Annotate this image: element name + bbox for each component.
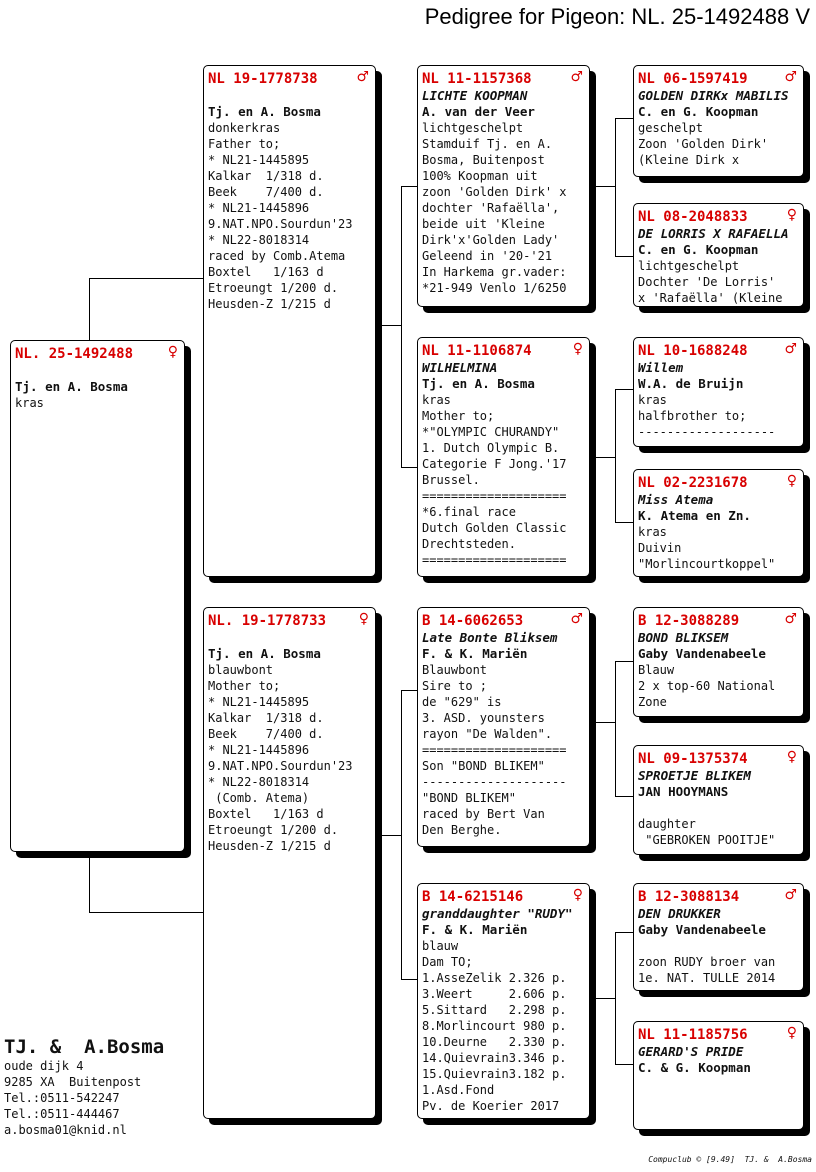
info-line: Mother to; — [422, 409, 495, 423]
info-line: 1.AsseZelik 2.326 p. — [422, 971, 567, 985]
info-line: 3. ASD. younsters — [422, 711, 545, 725]
info-line: zoon 'Golden Dirk' x — [422, 185, 567, 199]
info-line: Boxtel 1/163 d — [208, 807, 324, 821]
info-line: Sire to ; — [422, 679, 488, 693]
info-line: ==================== — [422, 553, 567, 567]
pigeon-name: Willem — [638, 360, 684, 375]
info-line: *"OLYMPIC CHURANDY" — [422, 425, 560, 439]
male-icon: ♂ — [570, 69, 583, 85]
breeder: C. en G. Koopman — [638, 104, 759, 119]
pigeon-card-dam-sire[interactable] — [417, 607, 590, 847]
info-line: 2 x top-60 National — [638, 679, 776, 693]
owner-name: TJ. & A.Bosma — [4, 1036, 165, 1058]
page-title: Pedigree for Pigeon: NL. 25-1492488 V — [424, 4, 810, 29]
info-line: "BOND BLIKEM" — [422, 791, 516, 805]
info-line: blauw — [422, 939, 459, 953]
info-line: Etroeungt 1/200 d. — [208, 823, 339, 837]
male-icon: ♂ — [356, 69, 369, 85]
ring-number: NL 02-2231678 — [638, 475, 748, 491]
info-line: beide uit 'Kleine — [422, 217, 545, 231]
pigeon-name: DEN DRUKKER — [638, 906, 721, 921]
pigeon-name: DE LORRIS X RAFAELLA — [638, 226, 789, 241]
info-line: "GEBROKEN POOITJE" — [638, 833, 776, 847]
pigeon-name: granddaughter "RUDY" — [422, 906, 573, 921]
info-line: Zone — [638, 695, 667, 709]
info-line: geschelpt — [638, 121, 704, 135]
info-line: Dochter 'De Lorris' — [638, 275, 776, 289]
info-line: Dam TO; — [422, 955, 473, 969]
info-line: Blauwbont — [422, 663, 488, 677]
female-icon: ♀ — [786, 1025, 797, 1041]
pigeon-name: SPROETJE BLIKEM — [638, 768, 751, 783]
info-line: (Comb. Atema) — [208, 791, 310, 805]
owner-phone: Tel.:0511-444467 — [4, 1107, 120, 1121]
breeder: Tj. en A. Bosma — [208, 104, 321, 119]
male-icon: ♂ — [784, 69, 797, 85]
pigeon-card-sire-sire[interactable] — [417, 65, 590, 307]
ring-number: B 14-6215146 — [422, 889, 524, 905]
breeder: F. & K. Mariën — [422, 922, 528, 937]
ring-number: NL 11-1185756 — [638, 1027, 748, 1043]
owner-email: a.bosma01@knid.nl — [4, 1123, 127, 1137]
ring-number: B 14-6062653 — [422, 613, 524, 629]
info-line: 5.Sittard 2.298 p. — [422, 1003, 567, 1017]
pigeon-card-dsd[interactable] — [633, 745, 804, 855]
info-line: Zoon 'Golden Dirk' — [638, 137, 769, 151]
info-line: 9.NAT.NPO.Sourdun'23 — [208, 759, 353, 773]
footer-credit: Compuclub © [9.49] TJ. & A.Bosma — [648, 1155, 812, 1164]
info-line: halfbrother to; — [638, 409, 747, 423]
info-line: Mother to; — [208, 679, 281, 693]
info-line: Pv. de Koerier 2017 — [422, 1099, 560, 1113]
breeder: Tj. en A. Bosma — [15, 379, 128, 394]
female-icon: ♀ — [167, 344, 178, 360]
breeder: Gaby Vandenabeele — [638, 646, 766, 661]
owner-address: oude dijk 4 — [4, 1059, 84, 1073]
info-line: Kalkar 1/318 d. — [208, 169, 324, 183]
info-line: lichtgeschelpt — [638, 259, 740, 273]
info-line: raced by Bert Van — [422, 807, 545, 821]
info-line: 14.Quievrain3.346 p. — [422, 1051, 567, 1065]
info-line: blauwbont — [208, 663, 274, 677]
pigeon-card-sds[interactable] — [633, 337, 804, 447]
pigeon-card-subject[interactable] — [10, 340, 185, 852]
info-line: * NL21-1445896 — [208, 201, 310, 215]
info-line: Heusden-Z 1/215 d — [208, 839, 331, 853]
pigeon-card-dds[interactable] — [633, 883, 804, 991]
female-icon: ♀ — [572, 887, 583, 903]
info-line: Beek 7/400 d. — [208, 727, 324, 741]
ring-number: NL 06-1597419 — [638, 71, 748, 87]
info-line: -------------------- — [422, 775, 567, 789]
info-line: 8.Morlincourt 980 p. — [422, 1019, 567, 1033]
info-line: ------------------- — [638, 425, 776, 439]
female-icon: ♀ — [786, 473, 797, 489]
info-line: x 'Rafaëlla' (Kleine — [638, 291, 783, 305]
info-line: lichtgeschelpt — [422, 121, 524, 135]
info-line: Categorie F Jong.'17 — [422, 457, 567, 471]
info-line: * NL22-8018314 — [208, 233, 310, 247]
breeder: F. & K. Mariën — [422, 646, 528, 661]
info-line: zoon RUDY broer van — [638, 955, 776, 969]
info-line: * NL22-8018314 — [208, 775, 310, 789]
info-line: Dirk'x'Golden Lady' — [422, 233, 560, 247]
pigeon-name: LICHTE KOOPMAN — [422, 88, 528, 103]
breeder: A. van der Veer — [422, 104, 535, 119]
info-line: Boxtel 1/163 d — [208, 265, 324, 279]
info-line: de "629" is — [422, 695, 502, 709]
info-line: 15.Quievrain3.182 p. — [422, 1067, 567, 1081]
info-line: In Harkema gr.vader: — [422, 265, 567, 279]
info-line: * NL21-1445895 — [208, 695, 310, 709]
owner-postal: 9285 XA Buitenpost — [4, 1075, 142, 1089]
pigeon-card-sss[interactable] — [633, 65, 804, 177]
pigeon-card-dam[interactable] — [203, 607, 376, 1119]
ring-number: NL 10-1688248 — [638, 343, 748, 359]
info-line: Stamduif Tj. en A. — [422, 137, 553, 151]
info-line: Kalkar 1/318 d. — [208, 711, 324, 725]
pigeon-name: BOND BLIKSEM — [638, 630, 729, 645]
info-line: donkerkras — [208, 121, 281, 135]
pigeon-card-sire[interactable] — [203, 65, 376, 577]
info-line: *6.final race — [422, 505, 516, 519]
breeder: JAN HOOYMANS — [638, 784, 729, 799]
info-line: Duivin — [638, 541, 682, 555]
male-icon: ♂ — [784, 611, 797, 627]
owner-phone: Tel.:0511-542247 — [4, 1091, 120, 1105]
pigeon-card-dam-dam[interactable] — [417, 883, 590, 1119]
ring-number: B 12-3088134 — [638, 889, 740, 905]
breeder: Gaby Vandenabeele — [638, 922, 766, 937]
info-line: Brussel. — [422, 473, 480, 487]
female-icon: ♀ — [358, 611, 369, 627]
info-line — [638, 938, 799, 954]
info-line: dochter 'Rafaëlla', — [422, 201, 560, 215]
info-line: 3.Weert 2.606 p. — [422, 987, 567, 1001]
info-line: ==================== — [422, 489, 567, 503]
info-line: (Kleine Dirk x — [638, 153, 740, 167]
info-line: raced by Comb.Atema — [208, 249, 346, 263]
info-line: Dutch Golden Classic — [422, 521, 567, 535]
info-line: rayon "De Walden". — [422, 727, 553, 741]
info-line: *21-949 Venlo 1/6250 — [422, 281, 567, 295]
info-line: kras — [15, 396, 44, 410]
info-line: Son "BOND BLIKEM" — [422, 759, 545, 773]
info-line: Etroeungt 1/200 d. — [208, 281, 339, 295]
female-icon: ♀ — [786, 749, 797, 765]
info-line: kras — [638, 393, 667, 407]
female-icon: ♀ — [786, 207, 797, 223]
breeder: Tj. en A. Bosma — [208, 646, 321, 661]
male-icon: ♂ — [784, 341, 797, 357]
info-line: Bosma, Buitenpost — [422, 153, 545, 167]
info-line: * NL21-1445896 — [208, 743, 310, 757]
info-line: 1.Asd.Fond — [422, 1083, 495, 1097]
info-line: 1e. NAT. TULLE 2014 — [638, 971, 776, 985]
ring-number: NL 11-1157368 — [422, 71, 532, 87]
pigeon-name: GERARD'S PRIDE — [638, 1044, 744, 1059]
info-line — [638, 800, 799, 816]
info-line: Beek 7/400 d. — [208, 185, 324, 199]
breeder: Tj. en A. Bosma — [422, 376, 535, 391]
owner-info — [4, 1036, 164, 1138]
ring-number: NL 19-1778738 — [208, 71, 318, 87]
info-line: kras — [422, 393, 451, 407]
breeder: W.A. de Bruijn — [638, 376, 744, 391]
pigeon-card-sire-dam[interactable] — [417, 337, 590, 577]
info-line: daughter — [638, 817, 696, 831]
ring-number: NL. 25-1492488 — [15, 346, 134, 362]
info-line: 9.NAT.NPO.Sourdun'23 — [208, 217, 353, 231]
pigeon-card-ddd[interactable] — [633, 1021, 804, 1130]
pigeon-name: WILHELMINA — [422, 360, 498, 375]
ring-number: NL 09-1375374 — [638, 751, 748, 767]
info-line: 10.Deurne 2.330 p. — [422, 1035, 567, 1049]
info-line: * NL21-1445895 — [208, 153, 310, 167]
info-line: Father to; — [208, 137, 281, 151]
pigeon-card-sdd[interactable] — [633, 469, 804, 577]
ring-number: B 12-3088289 — [638, 613, 740, 629]
info-line: 1. Dutch Olympic B. — [422, 441, 560, 455]
ring-number: NL. 19-1778733 — [208, 613, 327, 629]
pigeon-card-dss[interactable] — [633, 607, 804, 717]
pigeon-name: GOLDEN DIRKx MABILIS — [638, 88, 789, 103]
breeder: C. en G. Koopman — [638, 242, 759, 257]
info-line: Geleend in '20-'21 — [422, 249, 553, 263]
pigeon-name: Late Bonte Bliksem — [422, 630, 558, 645]
info-line: Drechtsteden. — [422, 537, 516, 551]
male-icon: ♂ — [784, 887, 797, 903]
pigeon-card-ssd[interactable] — [633, 203, 804, 307]
female-icon: ♀ — [572, 341, 583, 357]
info-line: "Morlincourtkoppel" — [638, 557, 776, 571]
info-line: Blauw — [638, 663, 675, 677]
info-line: 100% Koopman uit — [422, 169, 538, 183]
info-line: ==================== — [422, 743, 567, 757]
info-line: kras — [638, 525, 667, 539]
pigeon-name: Miss Atema — [638, 492, 714, 507]
ring-number: NL 11-1106874 — [422, 343, 532, 359]
info-line: Heusden-Z 1/215 d — [208, 297, 331, 311]
breeder: K. Atema en Zn. — [638, 508, 751, 523]
breeder: C. & G. Koopman — [638, 1060, 751, 1075]
ring-number: NL 08-2048833 — [638, 209, 748, 225]
info-line: Den Berghe. — [422, 823, 502, 837]
male-icon: ♂ — [570, 611, 583, 627]
